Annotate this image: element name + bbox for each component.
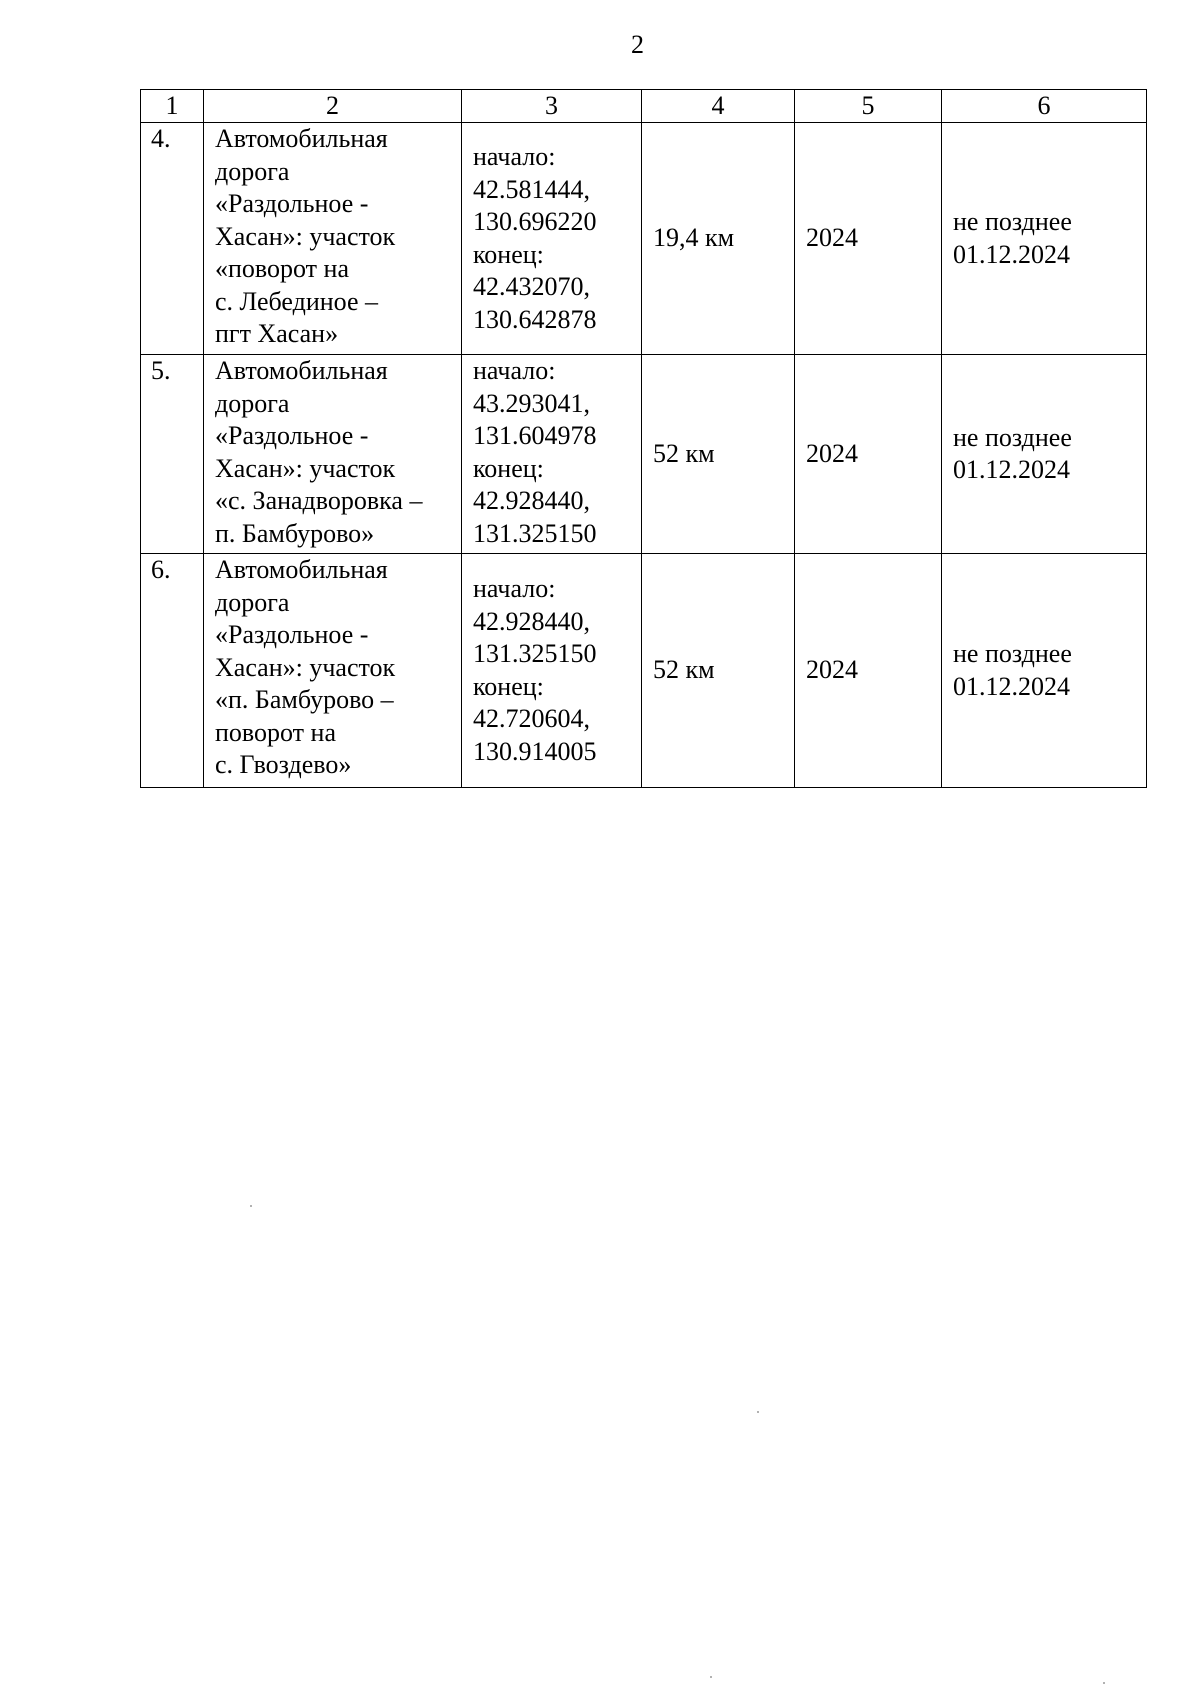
header-col-5: 5 — [795, 90, 942, 123]
road-name-line: дорога — [215, 156, 290, 186]
coordinates-line: 43.293041, — [473, 388, 590, 418]
road-name-line: «Раздольное - — [215, 189, 369, 218]
coordinates-line: начало: — [473, 356, 556, 385]
coordinates-line: 42.720604, — [473, 704, 590, 733]
row-number: 5. — [141, 355, 204, 554]
road-name-cell — [204, 123, 462, 355]
coordinates-line: 130.696220 — [473, 207, 597, 236]
coordinates-cell — [462, 554, 642, 788]
coordinates-line: 131.325150 — [473, 518, 597, 548]
coordinates-line: 130.914005 — [473, 736, 597, 766]
scan-speck — [710, 1676, 712, 1678]
road-name-line: с. Гвоздево» — [215, 750, 352, 779]
coordinates-line: начало: — [473, 142, 556, 171]
deadline-line: не позднее — [953, 422, 1072, 452]
deadline-line: 01.12.2024 — [953, 671, 1070, 701]
road-name-line: Хасан»: участок — [215, 221, 396, 251]
roads-table — [140, 89, 1147, 788]
row-number: 4. — [141, 123, 204, 355]
coordinates-line: 42.928440, — [473, 606, 590, 636]
road-name-line: «с. Занадворовка – — [215, 486, 423, 515]
road-name-line: «Раздольное - — [215, 620, 369, 649]
deadline-cell — [942, 554, 1147, 788]
coordinates-line: 130.642878 — [473, 304, 597, 334]
header-row — [141, 90, 1147, 123]
deadline-line: не позднее — [953, 639, 1072, 668]
coordinates-line: 42.581444, — [473, 174, 590, 204]
deadline-cell — [942, 123, 1147, 355]
road-name-cell — [204, 355, 462, 554]
coordinates-line: 131.604978 — [473, 421, 597, 450]
header-col-1: 1 — [141, 90, 204, 123]
road-name-line: п. Бамбурово» — [215, 518, 375, 548]
coordinates-line: конец: — [473, 671, 544, 701]
road-name-line: Автомобильная — [215, 356, 388, 385]
coordinates-line: 131.325150 — [473, 639, 597, 668]
length-cell: 52 км — [642, 355, 795, 554]
coordinates-line: начало: — [473, 574, 556, 603]
year-cell: 2024 — [795, 554, 942, 788]
row-number: 6. — [141, 554, 204, 788]
coordinates-line: 42.928440, — [473, 486, 590, 515]
road-name-line: дорога — [215, 587, 290, 617]
deadline-line: не позднее — [953, 207, 1072, 236]
table-row — [141, 554, 1147, 788]
coordinates-line: конец: — [473, 239, 544, 269]
road-name-line: Хасан»: участок — [215, 453, 396, 483]
coordinates-line: 42.432070, — [473, 272, 590, 301]
road-name-line: с. Лебединое – — [215, 286, 379, 316]
header-col-3: 3 — [462, 90, 642, 123]
road-name-line: поворот на — [215, 717, 336, 747]
deadline-cell — [942, 355, 1147, 554]
road-name-line: дорога — [215, 388, 290, 418]
road-name-cell — [204, 554, 462, 788]
table-row — [141, 355, 1147, 554]
length-cell: 19,4 км — [642, 123, 795, 355]
road-name-line: Автомобильная — [215, 124, 388, 153]
year-cell: 2024 — [795, 123, 942, 355]
road-name-line: «п. Бамбурово – — [215, 685, 394, 714]
deadline-line: 01.12.2024 — [953, 239, 1070, 269]
road-name-line: Хасан»: участок — [215, 652, 396, 682]
coordinates-cell — [462, 123, 642, 355]
header-col-4: 4 — [642, 90, 795, 123]
scan-speck — [250, 1205, 252, 1207]
header-col-6: 6 — [942, 90, 1147, 123]
scan-speck — [1103, 1682, 1105, 1684]
road-name-line: Автомобильная — [215, 555, 388, 584]
coordinates-cell — [462, 355, 642, 554]
scan-speck — [757, 1411, 759, 1413]
road-name-line: «Раздольное - — [215, 421, 369, 450]
header-col-2: 2 — [204, 90, 462, 123]
road-name-line: «поворот на — [215, 254, 349, 283]
deadline-line: 01.12.2024 — [953, 455, 1070, 484]
table-row — [141, 123, 1147, 355]
length-cell: 52 км — [642, 554, 795, 788]
year-cell: 2024 — [795, 355, 942, 554]
page-number: 2 — [631, 30, 644, 59]
road-name-line: пгт Хасан» — [215, 319, 339, 348]
coordinates-line: конец: — [473, 453, 544, 483]
